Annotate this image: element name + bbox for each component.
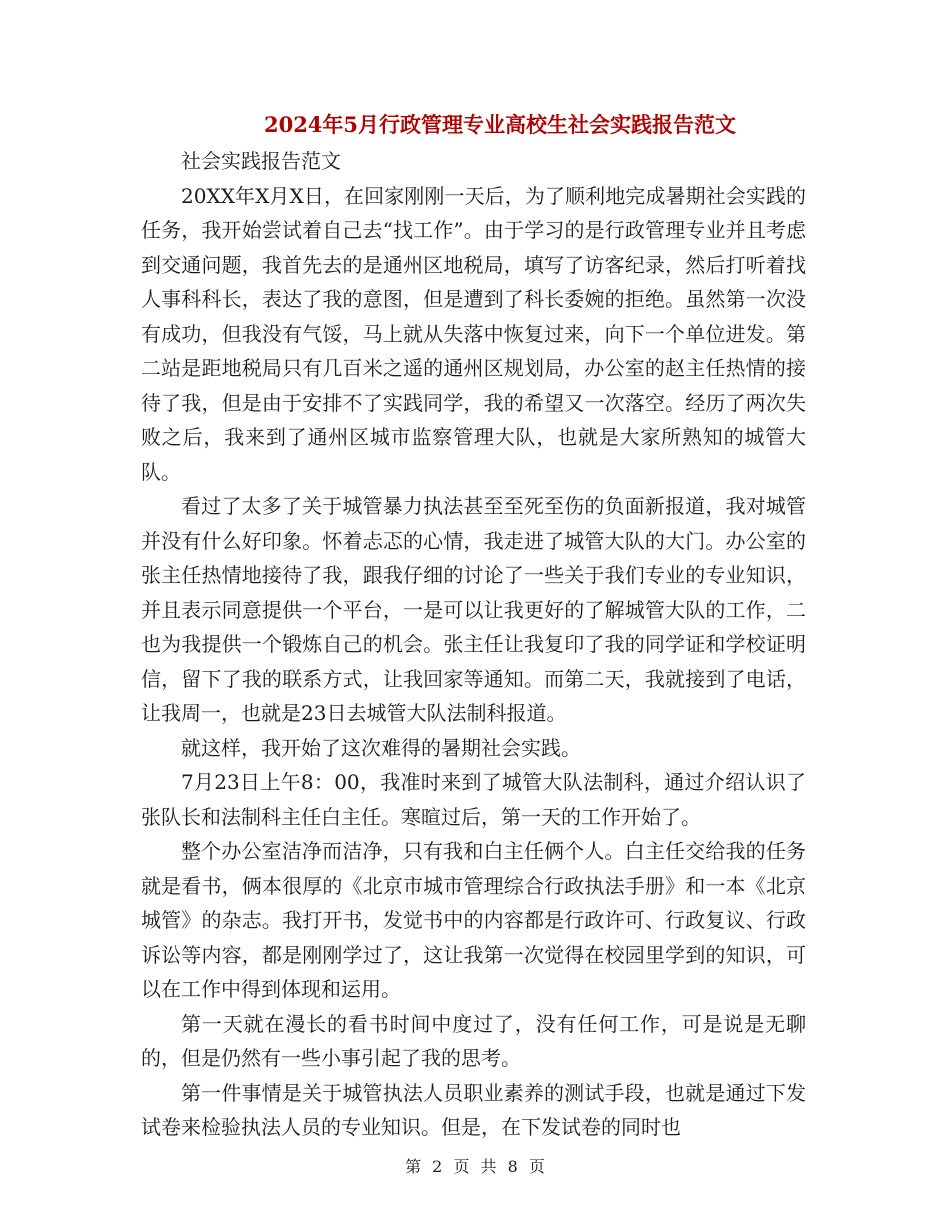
body-paragraph: 看过了太多了关于城管暴力执法甚至至死至伤的负面新报道，我对城管并没有什么好印象。怀着忐忑的心情，我走进了城管大队的大门。办公室的张主任热情地接待了我，跟我仔细的讨论了一些关于我们专业的专业知识，并且表示同意提供一个平台，一是可以让我更好的了解城管大队的工作，二也为我提供一个锻炼自己的机会。张主任让我复印了我的同学证和学校证明信，留下了我的联系方式，让我回家等通知。而第二天，我就接到了电话，让我周一，也就是23日去城管大队法制科报道。 (141, 494, 806, 725)
body-paragraph: 第一天就在漫长的看书时间中度过了，没有任何工作，可是说是无聊的，但是仍然有一些小事引起了我的思考。 (141, 1011, 806, 1070)
document-title: 2024年5月行政管理专业高校生社会实践报告范文 (263, 112, 737, 137)
body-paragraph: 第一件事情是关于城管执法人员职业素养的测试手段，也就是通过下发试卷来检验执法人员的专业知识。但是，在下发试卷的同时也 (141, 1080, 806, 1139)
body-paragraph: 7月23日上午8：00，我准时来到了城管大队法制科，通过介绍认识了张队长和法制科主任白主任。寒暄过后，第一天的工作开始了。 (141, 770, 806, 829)
body-paragraph: 20XX年X月X日，在回家刚刚一天后，为了顺利地完成暑期社会实践的任务，我开始尝试着自己去“找工作”。由于学习的是行政管理专业并且考虑到交通问题，我首先去的是通州区地税局，填写了访客纪录，然后打听着找人事科科长，表达了我的意图，但是遭到了科长委婉的拒绝。虽然第一次没有成功，但我没有气馁，马上就从失落中恢复过来，向下一个单位进发。第二站是距地税局只有几百米之遥的通州区规划局，办公室的赵主任热情的接待了我，但是由于安排不了实践同学，我的希望又一次落空。经历了两次失败之后，我来到了通州区城市监察管理大队，也就是大家所熟知的城管大队。 (141, 183, 806, 484)
document-body (141, 144, 806, 1145)
body-paragraph: 社会实践报告范文 (181, 149, 341, 173)
body-paragraph: 整个办公室洁净而洁净，只有我和白主任俩个人。白主任交给我的任务就是看书，俩本很厚的《北京市城市管理综合行政执法手册》和一本《北京城管》的杂志。我打开书，发觉书中的内容都是行政许可、行政复议、行政诉讼等内容，都是刚刚学过了，这让我第一次觉得在校园里学到的知识，可以在工作中得到体现和运用。 (141, 839, 806, 1001)
page-footer: 第 2 页 共 8 页 (405, 1157, 545, 1176)
body-paragraph: 就这样，我开始了这次难得的暑期社会实践。 (181, 735, 581, 760)
